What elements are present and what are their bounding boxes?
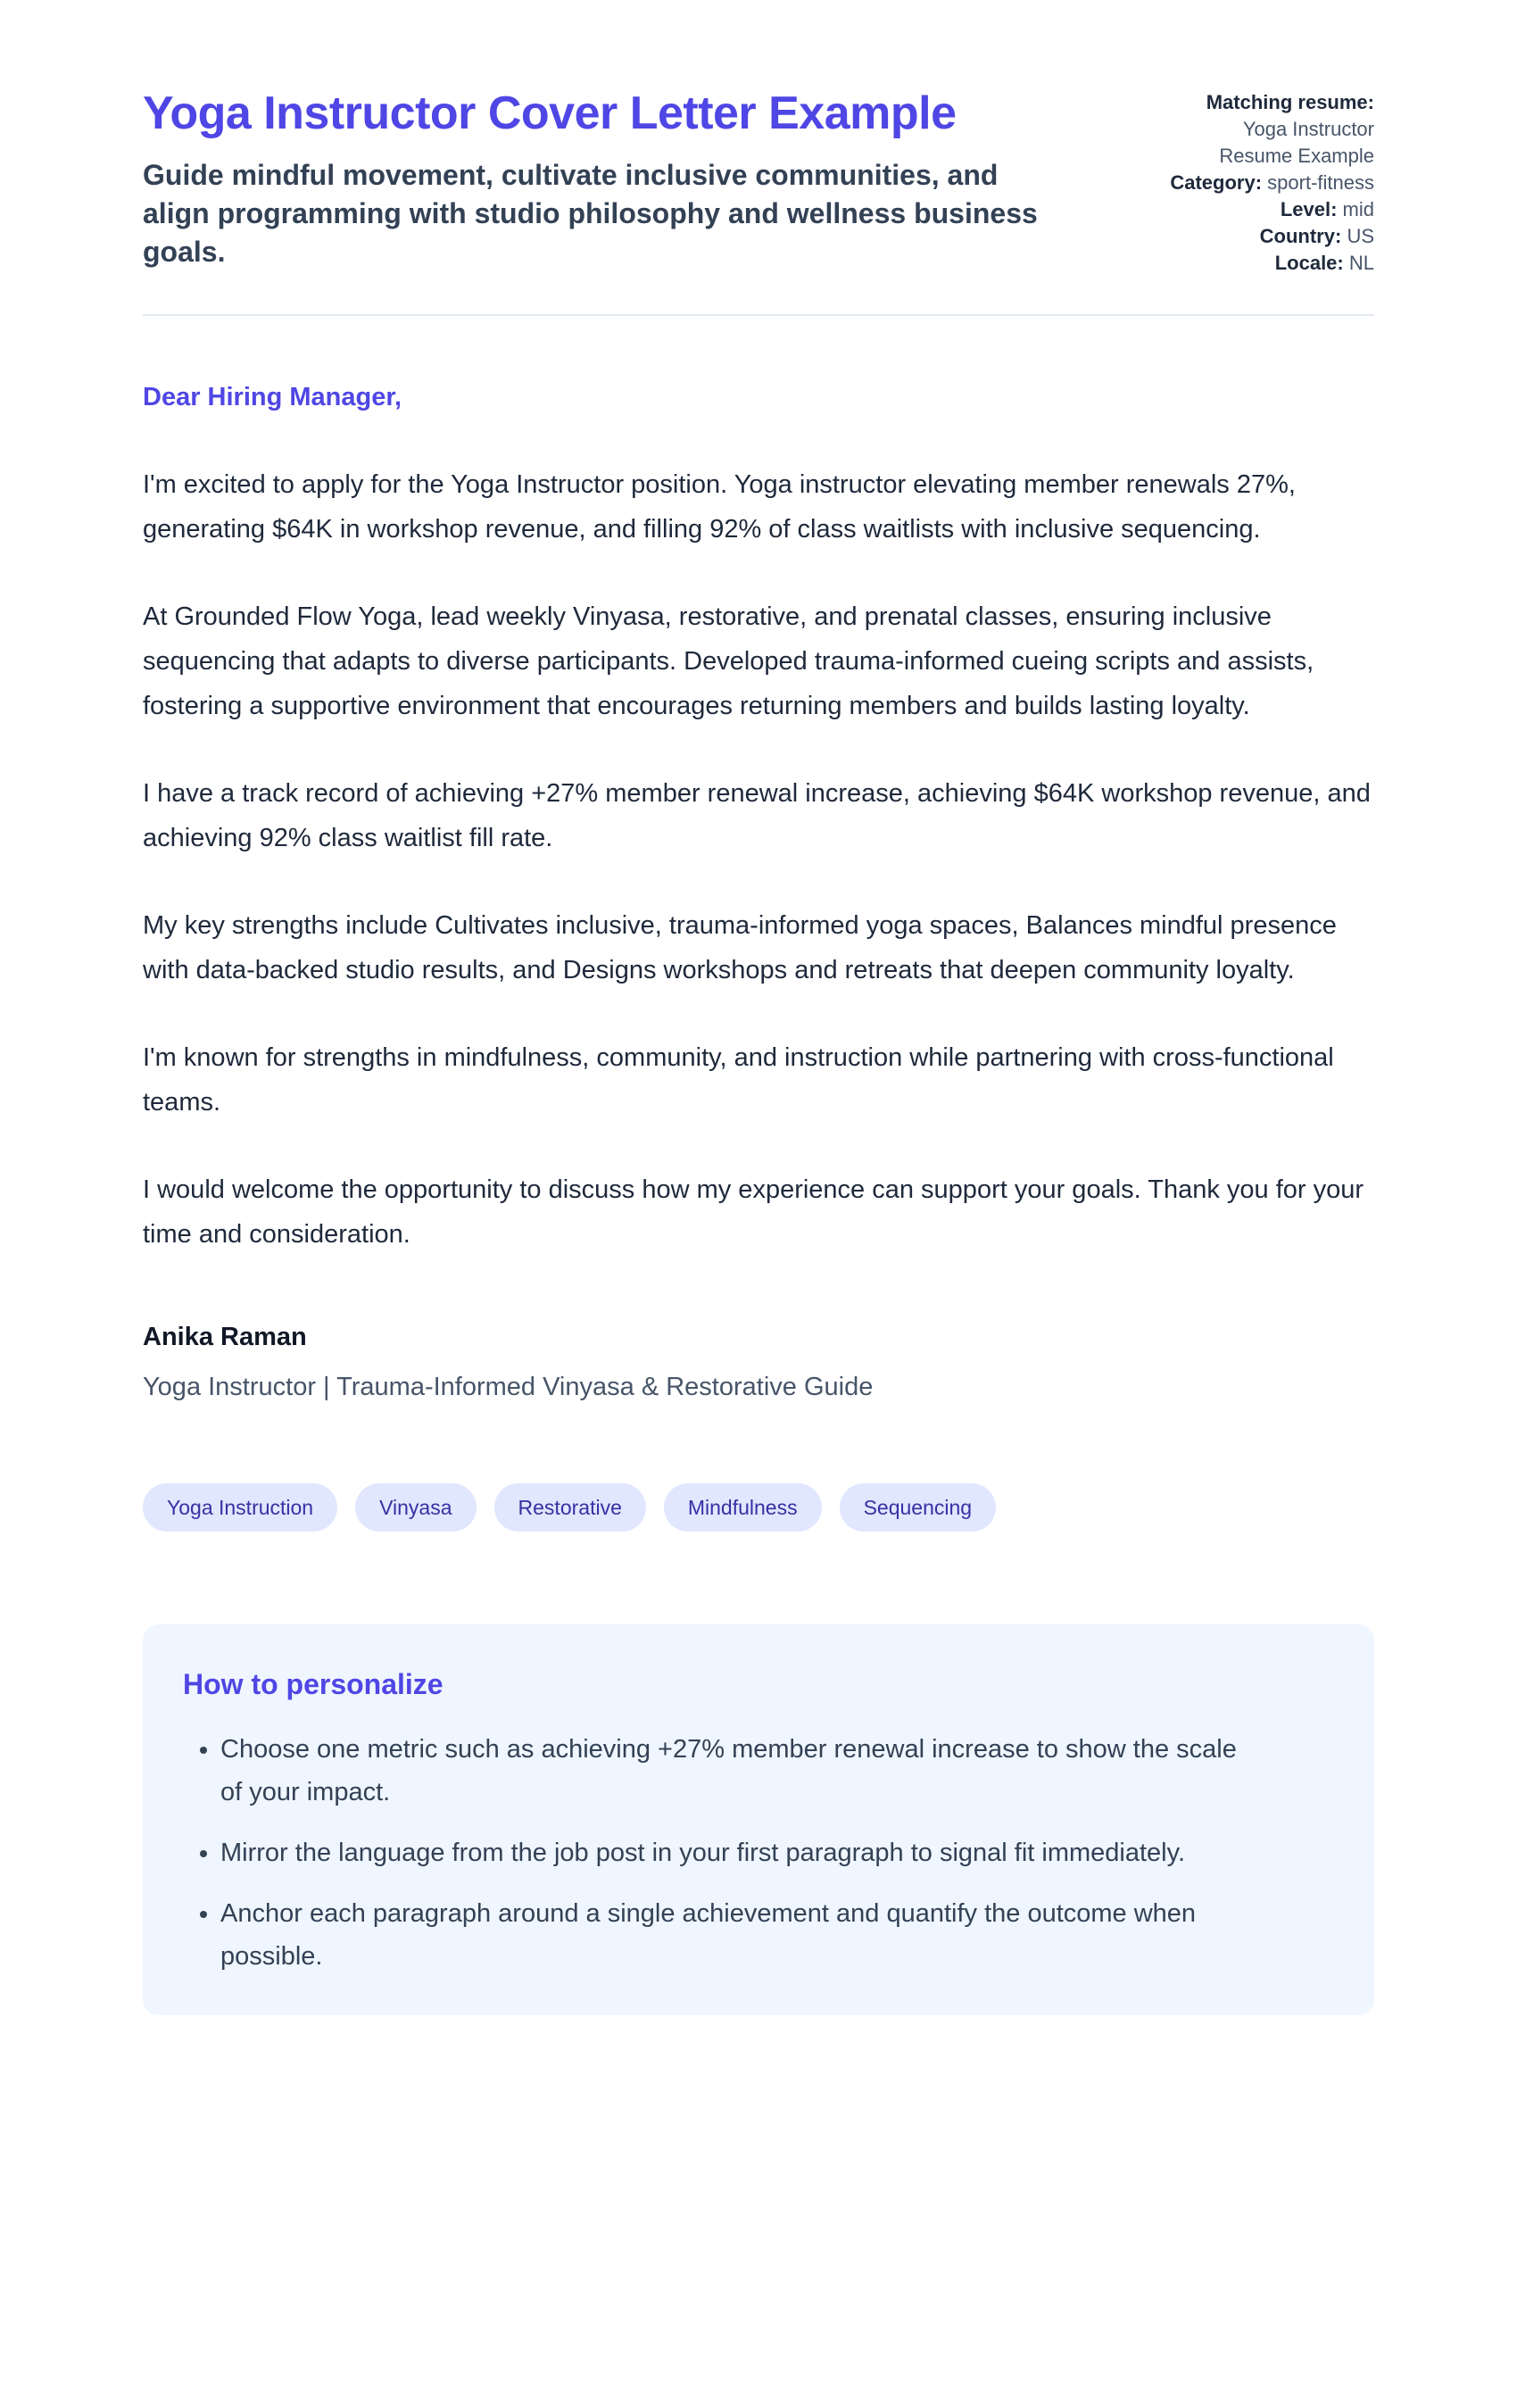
personalize-heading: How to personalize bbox=[183, 1668, 443, 1700]
personalize-tip-3: • Anchor each paragraph around a single achievement and quantify the outcome when possible. bbox=[220, 1892, 1256, 1978]
letter-paragraph-6: I would welcome the opportunity to discuss how my experience can support your goals. Thank you for your time and consideration. bbox=[143, 1175, 1364, 1249]
letter-paragraph-4: My key strengths include Cultivates inclusive, trauma-informed yoga spaces, Balances mindful presence with data-backed studio results, and Designs workshops and retreats that deepen community loyalty. bbox=[143, 911, 1337, 984]
meta-country-label: Country: bbox=[1259, 225, 1342, 247]
meta-category-value: sport-fitness bbox=[1267, 171, 1374, 194]
page-title: Yoga Instructor Cover Letter Example bbox=[143, 87, 957, 139]
letter-body bbox=[143, 375, 1374, 1405]
tag-sequencing: Sequencing bbox=[840, 1483, 997, 1532]
meta-matching-resume-value: Yoga Instructor Resume Example bbox=[1219, 118, 1374, 167]
page-subtitle: Guide mindful movement, cultivate inclusive communities, and align programming with studio philosophy and wellness business goals. bbox=[143, 159, 1038, 269]
signature-name: Anika Raman bbox=[143, 1323, 307, 1351]
personalize-tip-list bbox=[183, 1728, 1334, 1978]
meta-level-value: mid bbox=[1342, 198, 1374, 220]
personalize-tip-1: • Choose one metric such as achieving +27% member renewal increase to show the scale of your impact. bbox=[220, 1728, 1256, 1814]
meta-category bbox=[1165, 170, 1374, 196]
tag-restorative: Restorative bbox=[494, 1483, 646, 1532]
meta-country bbox=[1165, 223, 1374, 250]
letter-paragraph-1: I'm excited to apply for the Yoga Instructor position. Yoga instructor elevating member renewals 27%, generating $64K in workshop revenue, and filling 92% of class waitlists with inclusive sequencing. bbox=[143, 470, 1296, 544]
header-divider bbox=[143, 314, 1374, 316]
personalize-card bbox=[143, 1624, 1374, 2015]
page-header bbox=[143, 86, 1374, 277]
tag-yoga-instruction: Yoga Instruction bbox=[143, 1483, 337, 1532]
letter-paragraph-2: At Grounded Flow Yoga, lead weekly Vinyasa, restorative, and prenatal classes, ensuring inclusive sequencing that adapts to diverse participants. Developed trauma-informed cueing scripts and assists, fostering a supportive environment that encourages returning members and builds lasting loyalty. bbox=[143, 602, 1314, 720]
meta-level-label: Level: bbox=[1280, 198, 1338, 220]
tag-vinyasa: Vinyasa bbox=[355, 1483, 476, 1532]
meta-locale-label: Locale: bbox=[1274, 252, 1344, 274]
meta-locale bbox=[1165, 250, 1374, 277]
letter-paragraph-5: I'm known for strengths in mindfulness, community, and instruction while partnering with cross-functional teams. bbox=[143, 1043, 1334, 1117]
meta-country-value: US bbox=[1347, 225, 1374, 247]
tag-list bbox=[143, 1483, 1374, 1532]
meta-level bbox=[1165, 196, 1374, 223]
tag-mindfulness: Mindfulness bbox=[664, 1483, 822, 1532]
meta-panel bbox=[1165, 86, 1374, 277]
letter-salutation: Dear Hiring Manager, bbox=[143, 383, 402, 411]
cover-letter-page bbox=[143, 0, 1374, 2015]
meta-locale-value: NL bbox=[1348, 252, 1374, 274]
letter-paragraph-3: I have a track record of achieving +27% member renewal increase, achieving $64K workshop revenue, and achieving 92% class waitlist fill rate. bbox=[143, 779, 1371, 852]
meta-matching-resume-label: Matching resume: bbox=[1206, 91, 1374, 113]
meta-category-label: Category: bbox=[1170, 171, 1263, 194]
header-title-block bbox=[143, 86, 1044, 271]
meta-matching-resume bbox=[1165, 89, 1374, 170]
personalize-tip-2: • Mirror the language from the job post in your first paragraph to signal fit immediately. bbox=[220, 1831, 1256, 1874]
signature-role: Yoga Instructor | Trauma-Informed Vinyasa & Restorative Guide bbox=[143, 1373, 874, 1401]
